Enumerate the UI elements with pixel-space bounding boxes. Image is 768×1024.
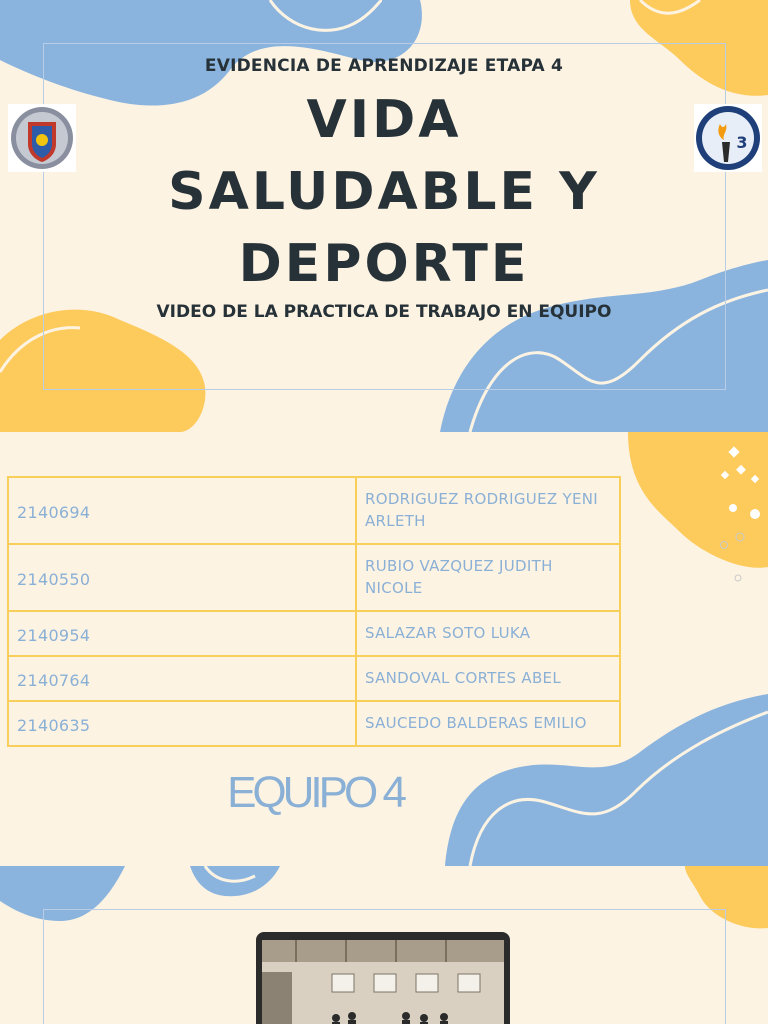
member-name-cell: RUBIO VAZQUEZ JUDITH NICOLE <box>356 544 620 611</box>
title-line-2: SALUDABLE Y <box>168 162 600 222</box>
members-table <box>7 476 621 747</box>
member-name-cell: SALAZAR SOTO LUKA <box>356 611 620 656</box>
team-label: EQUIPO 4 <box>227 768 403 817</box>
right-logo <box>694 104 762 172</box>
member-name-cell: SANDOVAL CORTES ABEL <box>356 656 620 701</box>
title-line-1: VIDA <box>306 90 462 150</box>
member-id-cell: 2140635 <box>8 701 356 746</box>
member-id-cell: 2140550 <box>8 544 356 611</box>
members-slide <box>0 432 768 866</box>
title-slide <box>0 0 768 432</box>
table-row <box>8 477 620 544</box>
table-row <box>8 611 620 656</box>
subtitle-top: EVIDENCIA DE APRENDIZAJE ETAPA 4 <box>204 56 564 76</box>
video-thumbnail[interactable] <box>256 932 510 1024</box>
university-crest-icon <box>8 104 76 172</box>
table-row <box>8 544 620 611</box>
left-logo <box>8 104 76 172</box>
table-row <box>8 701 620 746</box>
member-name-cell: RODRIGUEZ RODRIGUEZ YENI ARLETH <box>356 477 620 544</box>
member-id-cell: 2140954 <box>8 611 356 656</box>
member-id-cell: 2140764 <box>8 656 356 701</box>
table-row <box>8 656 620 701</box>
badge-number: 3 <box>736 133 748 152</box>
member-name-cell: SAUCEDO BALDERAS EMILIO <box>356 701 620 746</box>
school-torch-3-icon <box>694 104 762 172</box>
video-thumbnail-gym-icon <box>256 932 510 1024</box>
page-title <box>100 84 668 300</box>
video-slide <box>0 866 768 1024</box>
subtitle-bottom: VIDEO DE LA PRACTICA DE TRABAJO EN EQUIPO <box>156 302 612 322</box>
member-id-cell: 2140694 <box>8 477 356 544</box>
title-line-3: DEPORTE <box>238 234 530 294</box>
